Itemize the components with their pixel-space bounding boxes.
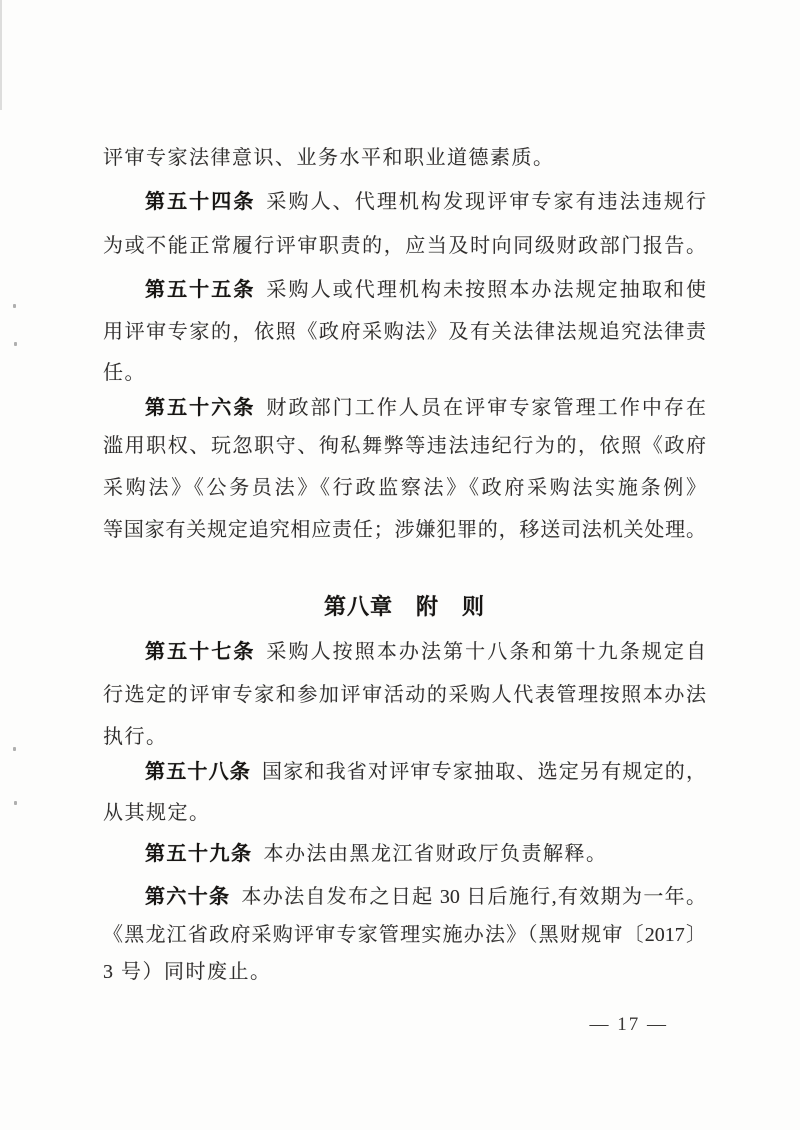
text-line bbox=[103, 722, 706, 752]
text-line bbox=[103, 431, 706, 461]
line-text: 评审专家法律意识、业务水平和职业道德素质。 bbox=[103, 147, 555, 169]
page-number: — 17 — bbox=[589, 1014, 668, 1035]
article-number: 第五十六条 bbox=[145, 397, 256, 419]
line-text: 等国家有关规定追究相应责任；涉嫌犯罪的，移送司法机关处理。 bbox=[103, 519, 706, 541]
text-line bbox=[103, 275, 706, 305]
article-number: 第五十四条 bbox=[145, 191, 256, 213]
text-line bbox=[103, 393, 706, 423]
scan-edge-artifact bbox=[0, 0, 2, 110]
line-text: 本办法自发布之日起 30 日后施行,有效期为一年。 bbox=[241, 886, 707, 908]
text-line bbox=[103, 515, 706, 545]
line-text: 从其规定。 bbox=[103, 802, 211, 824]
article-number: 第五十七条 bbox=[145, 641, 256, 663]
text-line bbox=[103, 317, 706, 347]
text-line bbox=[103, 143, 706, 173]
line-text: 执行。 bbox=[103, 726, 168, 748]
line-text: 3 号）同时废止。 bbox=[103, 961, 272, 983]
text-line bbox=[103, 358, 706, 388]
scan-speck bbox=[14, 801, 17, 805]
line-text: 本办法由黑龙江省财政厅负责解释。 bbox=[263, 843, 608, 865]
text-line bbox=[103, 637, 706, 667]
article-number: 第六十条 bbox=[145, 886, 231, 908]
line-text: 《黑龙江省政府采购评审专家管理实施办法》（黑财规审〔2017〕 bbox=[103, 924, 706, 946]
line-text: 财政部门工作人员在评审专家管理工作中存在 bbox=[266, 397, 707, 419]
text-line bbox=[103, 920, 706, 950]
article-number: 第五十八条 bbox=[145, 761, 251, 783]
line-text: 任。 bbox=[103, 362, 146, 384]
text-line bbox=[103, 839, 706, 869]
line-text: 国家和我省对评审专家抽取、选定另有规定的， bbox=[262, 761, 706, 783]
line-text: 滥用职权、玩忽职守、徇私舞弊等违法违纪行为的，依照《政府 bbox=[103, 435, 706, 457]
line-text: 采购人或代理机构未按照本办法规定抽取和使 bbox=[266, 279, 707, 301]
text-line bbox=[103, 957, 706, 987]
text-line bbox=[103, 757, 706, 787]
document-body bbox=[103, 0, 706, 1130]
chapter-heading: 第八章 附 则 bbox=[323, 594, 485, 619]
article-number: 第五十九条 bbox=[145, 843, 253, 865]
scan-speck bbox=[14, 342, 17, 346]
line-text: 行选定的评审专家和参加评审活动的采购人代表管理按照本办法 bbox=[103, 684, 706, 706]
scan-speck bbox=[13, 747, 16, 751]
text-line bbox=[103, 187, 706, 217]
article-number: 第五十五条 bbox=[145, 279, 256, 301]
line-text: 用评审专家的，依照《政府采购法》及有关法律法规追究法律责 bbox=[103, 321, 706, 343]
scan-speck bbox=[13, 304, 16, 308]
line-text: 采购法》《公务员法》《行政监察法》《政府采购法实施条例》 bbox=[103, 477, 706, 499]
line-text: 为或不能正常履行评审职责的，应当及时向同级财政部门报告。 bbox=[103, 235, 706, 257]
line-text: 采购人、代理机构发现评审专家有违法违规行 bbox=[266, 191, 707, 213]
text-line bbox=[103, 882, 706, 912]
text-line bbox=[103, 231, 706, 261]
text-line bbox=[103, 680, 706, 710]
text-line bbox=[103, 798, 706, 828]
line-text: 采购人按照本办法第十八条和第十九条规定自 bbox=[266, 641, 707, 663]
text-line bbox=[103, 473, 706, 503]
